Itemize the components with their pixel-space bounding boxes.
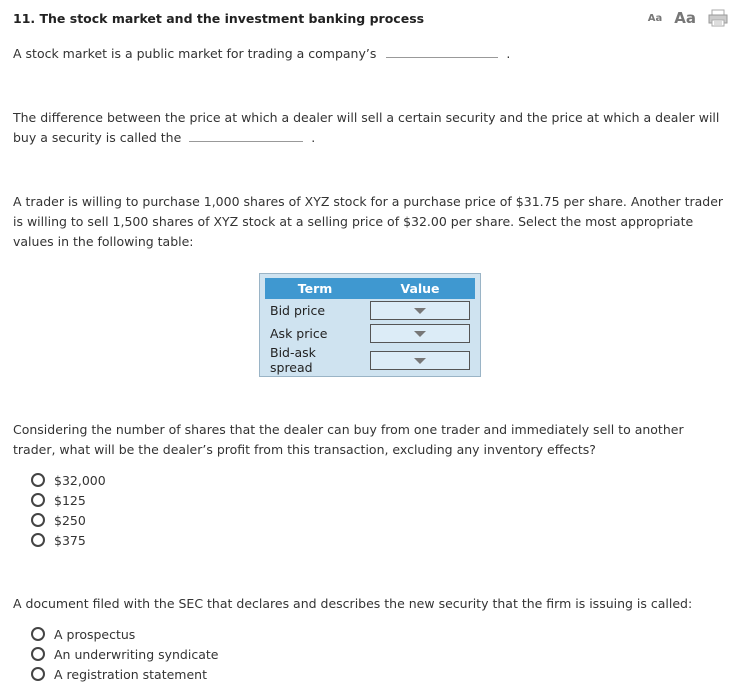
question-5-text: A document filed with the SEC that declares and describes the new security that the firm is issuing is called: <box>13 596 693 611</box>
option-prospectus[interactable]: A prospectus <box>31 624 218 644</box>
increase-font-button[interactable]: Aa <box>674 9 696 27</box>
term-bid-price: Bid price <box>270 303 326 318</box>
term-bid-ask-spread: Bid-ask spread <box>270 345 316 375</box>
question-title: 11. The stock market and the investment banking process <box>13 11 425 26</box>
question-2 <box>13 108 725 148</box>
ask-price-dropdown[interactable] <box>370 324 470 343</box>
question-2-period: . <box>311 130 316 145</box>
question-3-text: A trader is willing to purchase 1,000 shares of XYZ stock for a purchase price of $31.75 per share. Another trader is willing to sell 1,500 shares of XYZ stock at a selling price of $32.00 per share. Select the most appropriate values in the following table: <box>13 194 724 249</box>
radio-button[interactable] <box>31 533 45 547</box>
option-250[interactable]: $250 <box>31 510 106 530</box>
option-375[interactable]: $375 <box>31 530 106 550</box>
column-header-term: Term <box>265 278 365 299</box>
option-32000[interactable]: $32,000 <box>31 470 106 490</box>
option-underwriting-syndicate[interactable]: An underwriting syndicate <box>31 644 218 664</box>
question-1-period: . <box>506 46 511 61</box>
question-5-options <box>31 624 218 684</box>
question-1-text: A stock market is a public market for trading a company’s <box>13 46 377 61</box>
toolbar <box>648 9 728 27</box>
chevron-down-icon <box>414 358 426 364</box>
decrease-font-button[interactable]: Aa <box>647 12 663 24</box>
chevron-down-icon <box>414 308 426 314</box>
radio-button[interactable] <box>31 627 45 641</box>
table-row <box>265 322 475 345</box>
option-125[interactable]: $125 <box>31 490 106 510</box>
question-1-blank[interactable] <box>386 44 498 58</box>
value-table <box>259 273 481 377</box>
question-2-text: The difference between the price at which a dealer will sell a certain security and the price at which a dealer will buy a security is called the <box>13 110 720 145</box>
question-1 <box>13 44 725 64</box>
radio-button[interactable] <box>31 647 45 661</box>
term-ask-price: Ask price <box>270 326 328 341</box>
radio-button[interactable] <box>31 667 45 681</box>
chevron-down-icon <box>414 331 426 337</box>
column-header-value: Value <box>365 278 475 299</box>
option-registration-statement[interactable]: A registration statement <box>31 664 218 684</box>
question-2-blank[interactable] <box>189 128 303 142</box>
print-icon[interactable] <box>708 9 728 27</box>
question-4-options <box>31 470 106 550</box>
table-row <box>265 299 475 322</box>
bid-price-dropdown[interactable] <box>370 301 470 320</box>
radio-button[interactable] <box>31 513 45 527</box>
bid-ask-spread-dropdown[interactable] <box>370 351 470 370</box>
question-4-text: Considering the number of shares that the dealer can buy from one trader and immediately sell to another trader, what will be the dealer’s profit from this transaction, excluding any inventory effects? <box>13 422 684 457</box>
table-row <box>265 345 475 375</box>
radio-button[interactable] <box>31 493 45 507</box>
radio-button[interactable] <box>31 473 45 487</box>
